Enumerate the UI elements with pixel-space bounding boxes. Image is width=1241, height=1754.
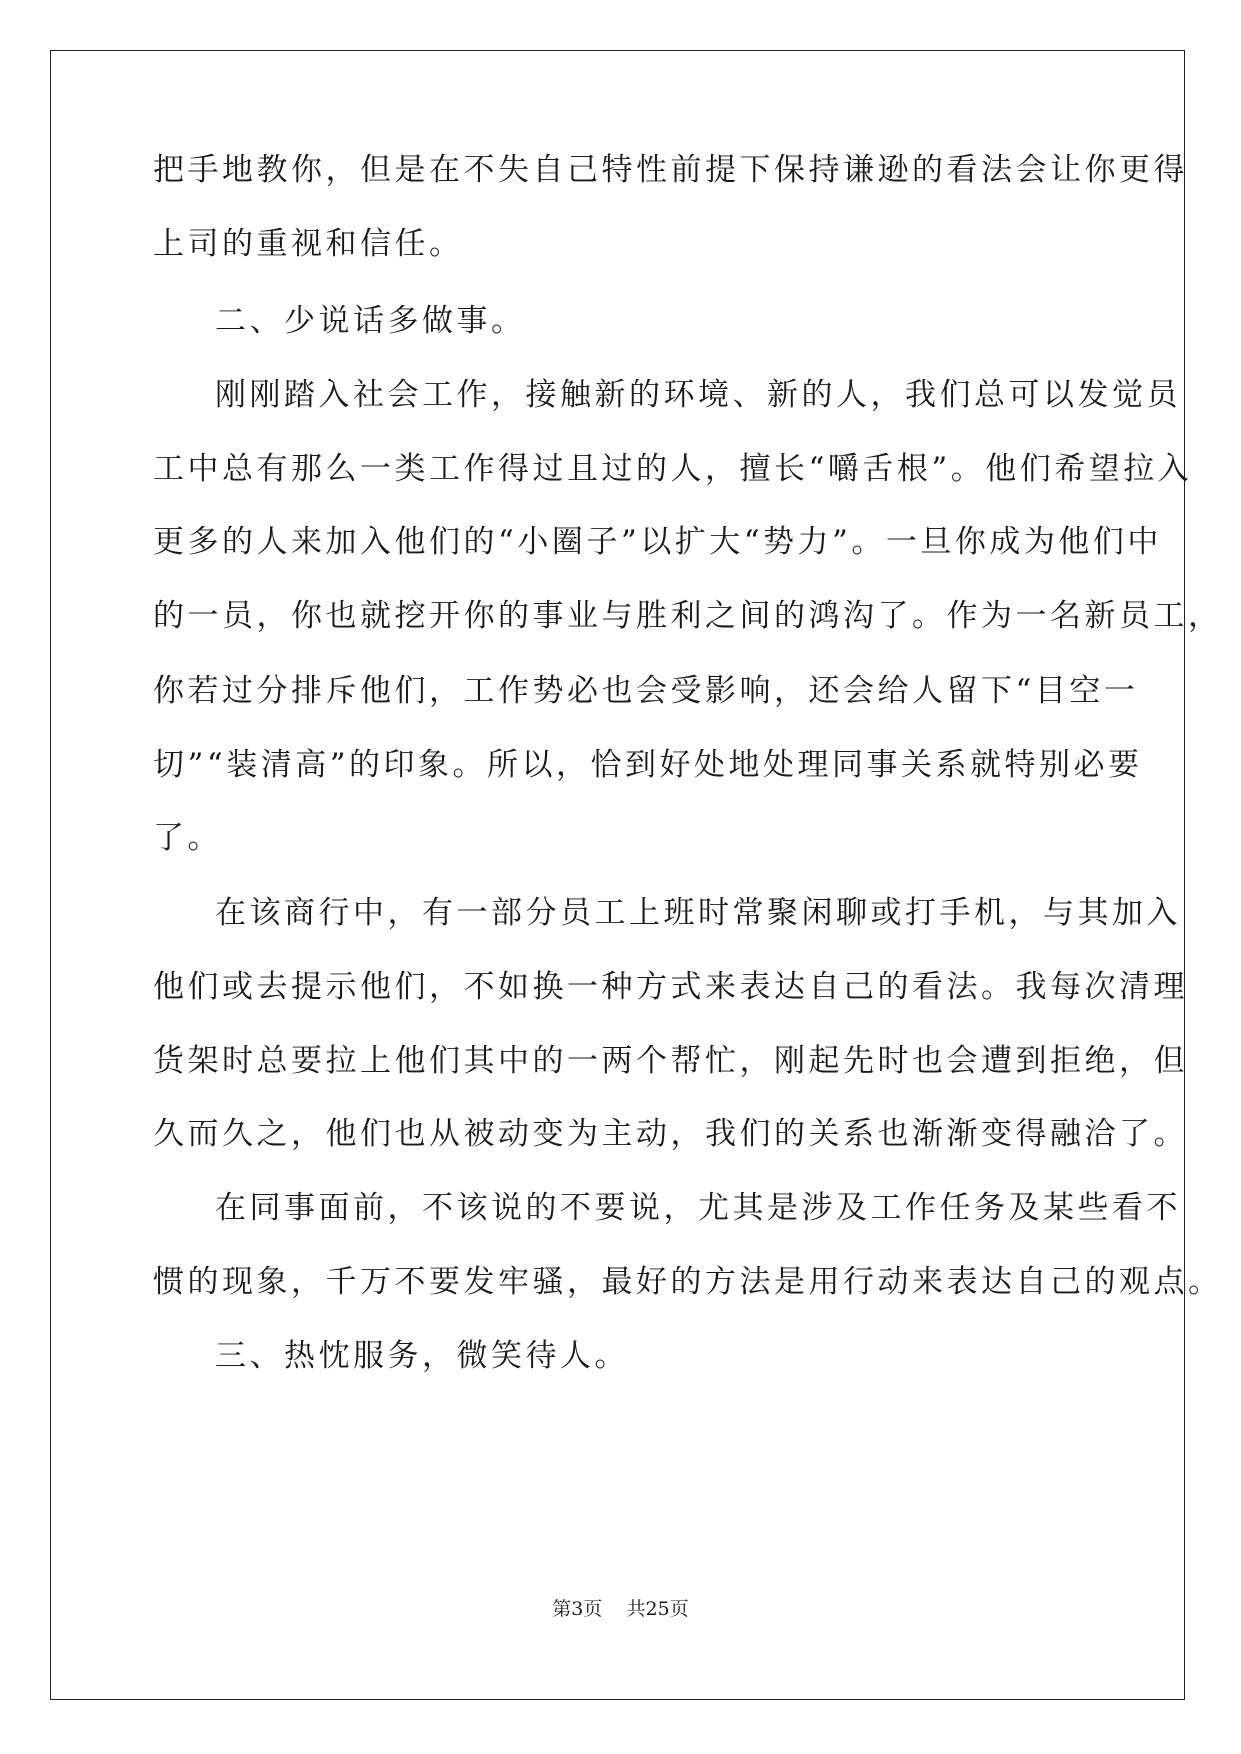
text-line: 更多的人来加入他们的“小圈子”以扩大“势力”。一旦你成为他们中 bbox=[153, 524, 1162, 560]
text-line: 货架时总要拉上他们其中的一两个帮忙，刚起先时也会遭到拒绝，但 bbox=[153, 1043, 1188, 1079]
page-border bbox=[50, 50, 1185, 1700]
text-line: 的一员，你也就挖开你的事业与胜利之间的鸿沟了。作为一名新员工， bbox=[153, 598, 1223, 634]
page-total: 共25页 bbox=[626, 1598, 689, 1620]
text-line: 把手地教你，但是在不失自己特性前提下保持谦逊的看法会让你更得 bbox=[153, 152, 1188, 188]
text-line: 惯的现象，千万不要发牢骚，最好的方法是用行动来表达自己的观点。 bbox=[153, 1264, 1223, 1300]
text-line: 了。 bbox=[153, 820, 222, 856]
page-footer bbox=[0, 1597, 1241, 1621]
text-line: 工中总有那么一类工作得过且过的人，擅长“嚼舌根”。他们希望拉入 bbox=[153, 451, 1193, 487]
section-heading: 二、少说话多做事。 bbox=[215, 303, 526, 339]
text-line: 久而久之，他们也从被动变为主动，我们的关系也渐渐变得融洽了。 bbox=[153, 1116, 1188, 1152]
text-line: 在该商行中，有一部分员工上班时常聚闲聊或打手机，与其加入 bbox=[215, 895, 1181, 931]
page-number: 第3页 bbox=[552, 1598, 603, 1620]
text-line: 你若过分排斥他们，工作势必也会受影响，还会给人留下“目空一 bbox=[153, 673, 1139, 709]
text-line: 他们或去提示他们，不如换一种方式来表达自己的看法。我每次清理 bbox=[153, 969, 1188, 1005]
text-line: 切”“装清高”的印象。所以，恰到好处地处理同事关系就特别必要 bbox=[153, 747, 1143, 783]
text-line: 刚刚踏入社会工作，接触新的环境、新的人，我们总可以发觉员 bbox=[215, 377, 1181, 413]
section-heading: 三、热忱服务，微笑待人。 bbox=[215, 1338, 629, 1374]
text-line: 在同事面前，不该说的不要说，尤其是涉及工作任务及某些看不 bbox=[215, 1190, 1181, 1226]
text-line: 上司的重视和信任。 bbox=[153, 226, 464, 262]
